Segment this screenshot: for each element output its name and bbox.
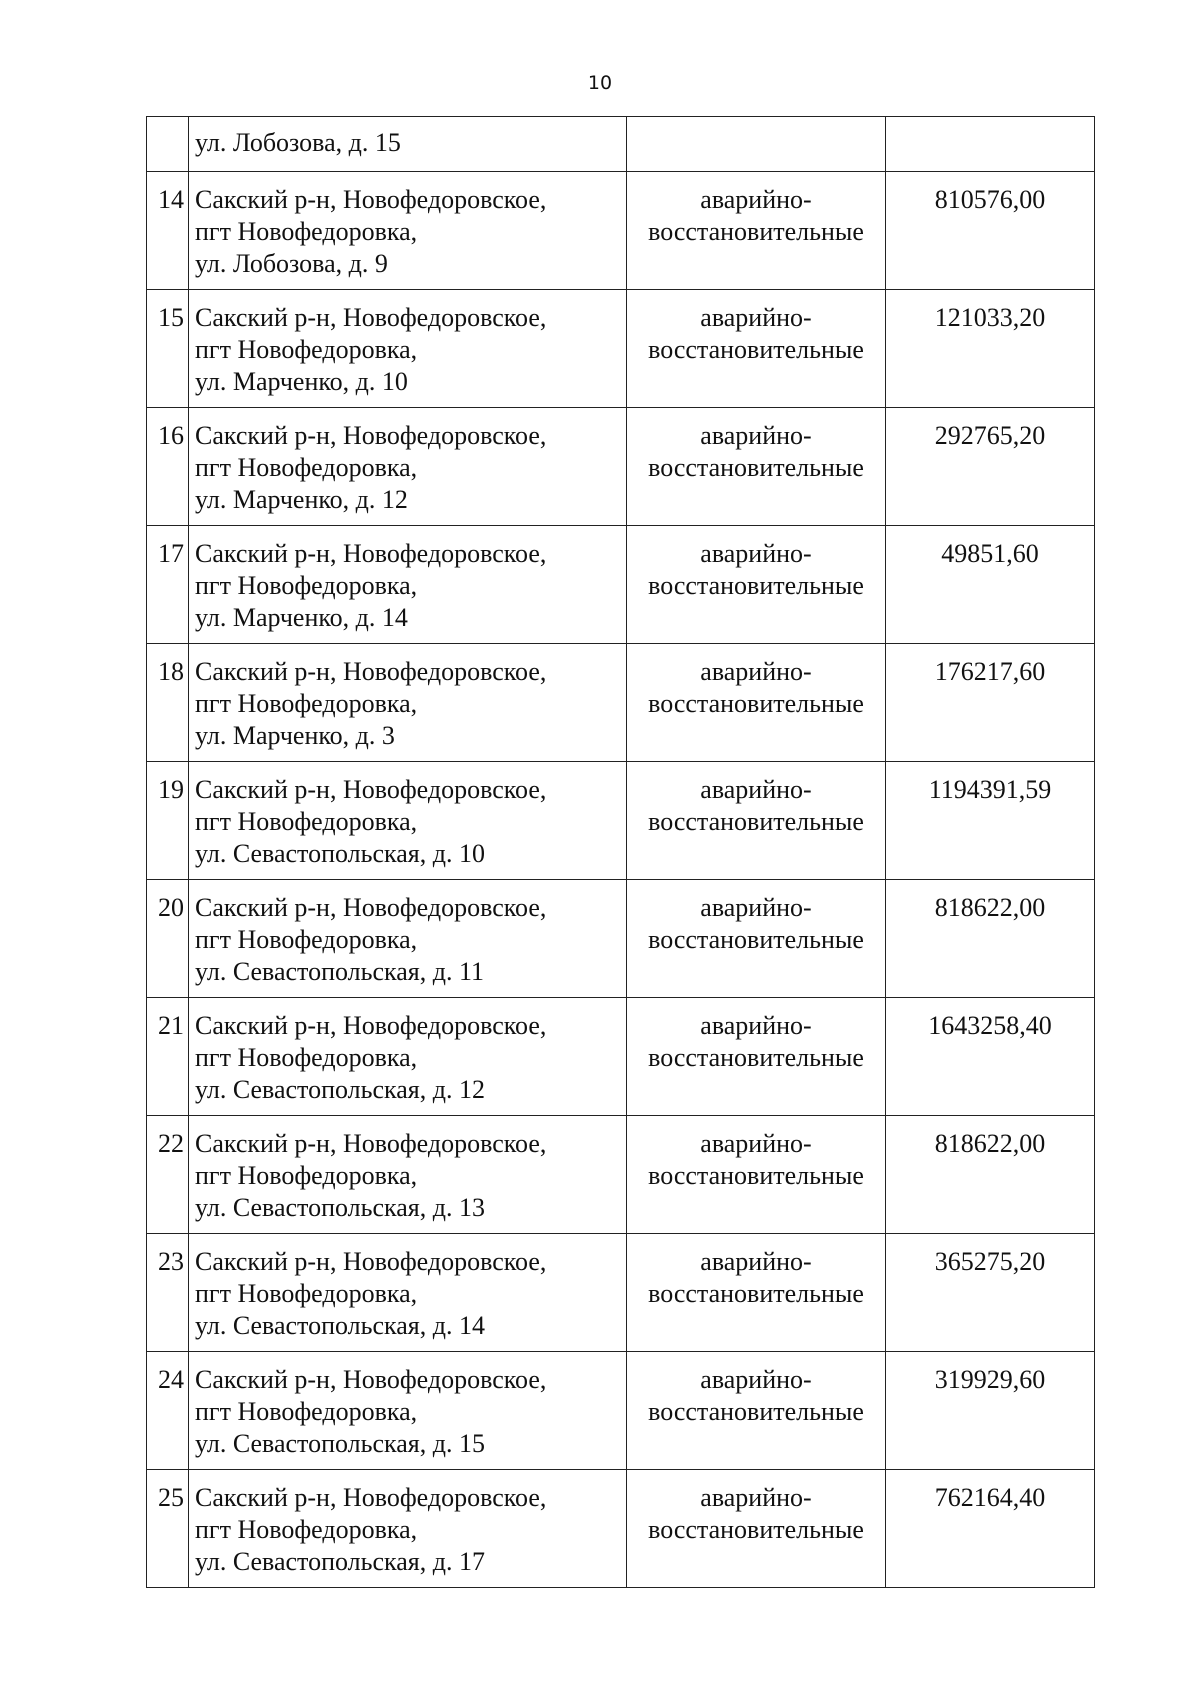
- address-line-street: ул. Марченко, д. 12: [195, 485, 408, 514]
- address-line-district: Сакский р-н, Новофедоровское,: [195, 303, 547, 332]
- work-type-line-1: аварийно-: [700, 303, 812, 332]
- address-line: ул. Лобозова, д. 15: [195, 128, 401, 157]
- address-line-settlement: пгт Новофедоровка,: [195, 807, 418, 836]
- address-line-settlement: пгт Новофедоровка,: [195, 1161, 418, 1190]
- row-number-cell: 15: [147, 290, 189, 408]
- work-type-cell: [627, 1352, 886, 1470]
- work-type-cell: [627, 762, 886, 880]
- address-cell: [189, 644, 627, 762]
- address-line-street: ул. Марченко, д. 14: [195, 603, 408, 632]
- address-line-district: Сакский р-н, Новофедоровское,: [195, 1483, 547, 1512]
- address-line-street: ул. Севастопольская, д. 17: [195, 1547, 485, 1576]
- work-type-cell: [627, 408, 886, 526]
- amount-cell: 365275,20: [886, 1234, 1095, 1352]
- address-cell: [189, 762, 627, 880]
- amount-cell: 1194391,59: [886, 762, 1095, 880]
- row-number-cell: 21: [147, 998, 189, 1116]
- address-line-street: ул. Марченко, д. 3: [195, 721, 395, 750]
- work-type-cell: [627, 1470, 886, 1588]
- work-type-line-1: аварийно-: [700, 657, 812, 686]
- work-type-line-1: аварийно-: [700, 1483, 812, 1512]
- address-line-district: Сакский р-н, Новофедоровское,: [195, 539, 547, 568]
- address-line-district: Сакский р-н, Новофедоровское,: [195, 893, 547, 922]
- amount-cell: 319929,60: [886, 1352, 1095, 1470]
- row-number-cell: 22: [147, 1116, 189, 1234]
- row-number-cell: 14: [147, 172, 189, 290]
- table-row: [147, 1116, 1095, 1234]
- address-line-street: ул. Севастопольская, д. 10: [195, 839, 485, 868]
- address-line-street: ул. Марченко, д. 10: [195, 367, 408, 396]
- objects-table: [146, 116, 1095, 1588]
- address-line-district: Сакский р-н, Новофедоровское,: [195, 185, 547, 214]
- address-cell: [189, 1116, 627, 1234]
- address-line-street: ул. Севастопольская, д. 11: [195, 957, 485, 986]
- work-type-line-2: восстановительные: [648, 335, 864, 364]
- work-type-line-2: восстановительные: [648, 925, 864, 954]
- address-line-street: ул. Севастопольская, д. 15: [195, 1429, 485, 1458]
- work-type-line-2: восстановительные: [648, 1279, 864, 1308]
- work-type-cell: [627, 290, 886, 408]
- work-type-cell: [627, 526, 886, 644]
- amount-cell: 49851,60: [886, 526, 1095, 644]
- address-line-settlement: пгт Новофедоровка,: [195, 1397, 418, 1426]
- address-line-district: Сакский р-н, Новофедоровское,: [195, 1129, 547, 1158]
- work-type-cell: [627, 1234, 886, 1352]
- work-type-line-1: аварийно-: [700, 539, 812, 568]
- address-line-district: Сакский р-н, Новофедоровское,: [195, 775, 547, 804]
- table-row: [147, 290, 1095, 408]
- work-type-cell: [627, 998, 886, 1116]
- work-type-line-1: аварийно-: [700, 421, 812, 450]
- amount-cell: 762164,40: [886, 1470, 1095, 1588]
- table-row: [147, 880, 1095, 998]
- work-type-line-2: восстановительные: [648, 1161, 864, 1190]
- work-type-line-2: восстановительные: [648, 1043, 864, 1072]
- work-type-line-1: аварийно-: [700, 893, 812, 922]
- table-row-continuation: [147, 117, 1095, 172]
- address-line-district: Сакский р-н, Новофедоровское,: [195, 657, 547, 686]
- address-line-settlement: пгт Новофедоровка,: [195, 217, 418, 246]
- address-line-settlement: пгт Новофедоровка,: [195, 1043, 418, 1072]
- address-cell: [189, 526, 627, 644]
- address-cell: [189, 880, 627, 998]
- work-type-line-1: аварийно-: [700, 185, 812, 214]
- address-line-street: ул. Лобозова, д. 9: [195, 249, 388, 278]
- table-row: [147, 998, 1095, 1116]
- row-number-cell: 24: [147, 1352, 189, 1470]
- address-cell: [189, 290, 627, 408]
- table-row: [147, 408, 1095, 526]
- address-line-street: ул. Севастопольская, д. 13: [195, 1193, 485, 1222]
- address-cell: [189, 117, 627, 172]
- amount-cell: 818622,00: [886, 880, 1095, 998]
- work-type-line-2: восстановительные: [648, 807, 864, 836]
- address-line-district: Сакский р-н, Новофедоровское,: [195, 1365, 547, 1394]
- table-row: [147, 1470, 1095, 1588]
- page-number: 10: [587, 72, 613, 94]
- address-line-street: ул. Севастопольская, д. 12: [195, 1075, 485, 1104]
- amount-cell: 176217,60: [886, 644, 1095, 762]
- work-type-line-1: аварийно-: [700, 1129, 812, 1158]
- work-type-line-2: восстановительные: [648, 1397, 864, 1426]
- table-row: [147, 1352, 1095, 1470]
- row-number-cell: 19: [147, 762, 189, 880]
- address-line-settlement: пгт Новофедоровка,: [195, 1515, 418, 1544]
- address-cell: [189, 998, 627, 1116]
- amount-cell: 818622,00: [886, 1116, 1095, 1234]
- table-row: [147, 762, 1095, 880]
- work-type-line-2: восстановительные: [648, 571, 864, 600]
- address-line-settlement: пгт Новофедоровка,: [195, 335, 418, 364]
- address-line-settlement: пгт Новофедоровка,: [195, 689, 418, 718]
- work-type-cell: [627, 880, 886, 998]
- work-type-cell: [627, 172, 886, 290]
- address-line-settlement: пгт Новофедоровка,: [195, 1279, 418, 1308]
- address-cell: [189, 1234, 627, 1352]
- table-row: [147, 172, 1095, 290]
- work-type-line-1: аварийно-: [700, 1011, 812, 1040]
- amount-cell: [886, 117, 1095, 172]
- address-line-district: Сакский р-н, Новофедоровское,: [195, 421, 547, 450]
- work-type-cell: [627, 117, 886, 172]
- work-type-line-1: аварийно-: [700, 1247, 812, 1276]
- row-number-cell: 20: [147, 880, 189, 998]
- work-type-line-1: аварийно-: [700, 775, 812, 804]
- work-type-line-2: восстановительные: [648, 1515, 864, 1544]
- work-type-cell: [627, 1116, 886, 1234]
- row-number-cell: [147, 117, 189, 172]
- address-cell: [189, 1470, 627, 1588]
- table-row: [147, 1234, 1095, 1352]
- work-type-line-1: аварийно-: [700, 1365, 812, 1394]
- work-type-line-2: восстановительные: [648, 453, 864, 482]
- address-line-district: Сакский р-н, Новофедоровское,: [195, 1011, 547, 1040]
- work-type-line-2: восстановительные: [648, 217, 864, 246]
- amount-cell: 1643258,40: [886, 998, 1095, 1116]
- row-number-cell: 25: [147, 1470, 189, 1588]
- address-line-settlement: пгт Новофедоровка,: [195, 925, 418, 954]
- address-line-street: ул. Севастопольская, д. 14: [195, 1311, 485, 1340]
- amount-cell: 121033,20: [886, 290, 1095, 408]
- amount-cell: 810576,00: [886, 172, 1095, 290]
- address-line-settlement: пгт Новофедоровка,: [195, 571, 418, 600]
- address-cell: [189, 172, 627, 290]
- address-line-settlement: пгт Новофедоровка,: [195, 453, 418, 482]
- amount-cell: 292765,20: [886, 408, 1095, 526]
- table-row: [147, 644, 1095, 762]
- row-number-cell: 17: [147, 526, 189, 644]
- address-cell: [189, 1352, 627, 1470]
- table-body: [147, 117, 1095, 1588]
- row-number-cell: 23: [147, 1234, 189, 1352]
- table-row: [147, 526, 1095, 644]
- work-type-line-2: восстановительные: [648, 689, 864, 718]
- address-line-district: Сакский р-н, Новофедоровское,: [195, 1247, 547, 1276]
- row-number-cell: 18: [147, 644, 189, 762]
- work-type-cell: [627, 644, 886, 762]
- row-number-cell: 16: [147, 408, 189, 526]
- address-cell: [189, 408, 627, 526]
